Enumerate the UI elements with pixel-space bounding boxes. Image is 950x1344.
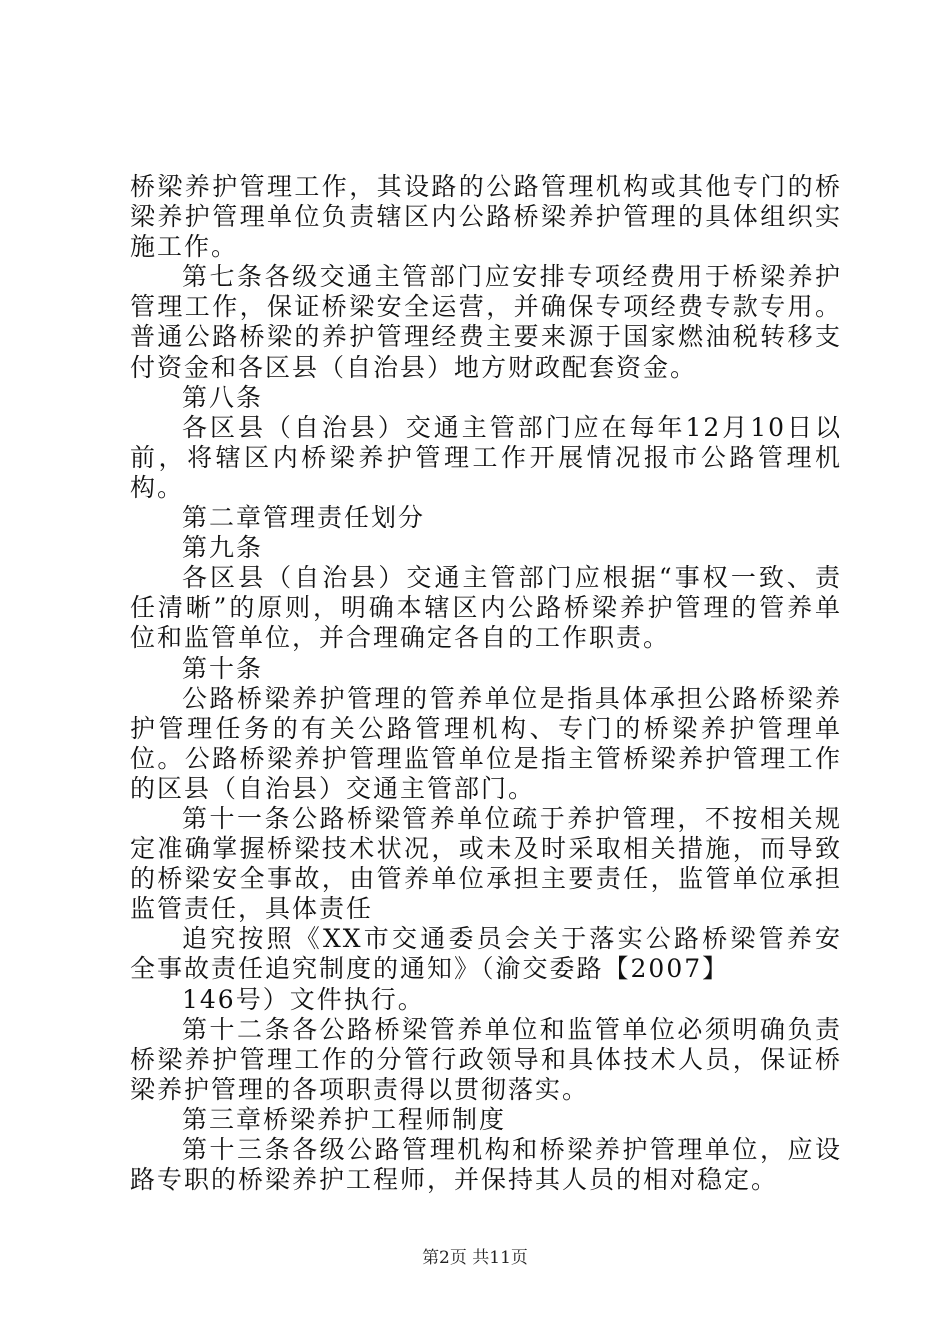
article-10-heading: 第十条 bbox=[182, 653, 264, 683]
paragraph-continuation: 桥梁养护管理工作，其设路的公路管理机构或其他专门的桥梁养护管理单位负责辖区内公路桥梁养护管理的具体组织实施工作。 bbox=[130, 172, 842, 262]
article-7: 第七条各级交通主管部门应安排专项经费用于桥梁养护管理工作，保证桥梁安全运营，并确保专项经费专款专用。普通公路桥梁的养护管理经费主要来源于国家燃油税转移支付资金和各区县（自治县）地方财政配套资金。 bbox=[130, 262, 842, 382]
article-11-document-number: 146号）文件执行。 bbox=[182, 984, 425, 1014]
article-10-body: 公路桥梁养护管理的管养单位是指具体承担公路桥梁养护管理任务的有关公路管理机构、专门的桥梁养护管理单位。公路桥梁养护管理监管单位是指主管桥梁养护管理工作的区县（自治县）交通主管部门。 bbox=[130, 683, 842, 803]
article-8-heading: 第八条 bbox=[182, 382, 264, 412]
article-12: 第十二条各公路桥梁管养单位和监管单位必须明确负责桥梁养护管理工作的分管行政领导和具体技术人员，保证桥梁养护管理的各项职责得以贯彻落实。 bbox=[130, 1014, 842, 1104]
article-8-body: 各区县（自治县）交通主管部门应在每年12月10日以前，将辖区内桥梁养护管理工作开展情况报市公路管理机构。 bbox=[130, 412, 842, 502]
article-9-heading: 第九条 bbox=[182, 533, 264, 563]
page-number-footer: 第2页 共11页 bbox=[422, 1248, 528, 1268]
document-body bbox=[130, 172, 842, 1195]
article-11-continuation: 追究按照《XX市交通委员会关于落实公路桥梁管养安全事故责任追究制度的通知》（渝交委路【2007】 bbox=[130, 924, 842, 984]
chapter-2-heading: 第二章管理责任划分 bbox=[182, 503, 426, 533]
article-9-body: 各区县（自治县）交通主管部门应根据“事权一致、责任清晰”的原则，明确本辖区内公路桥梁养护管理的管养单位和监管单位，并合理确定各自的工作职责。 bbox=[130, 563, 842, 653]
article-11: 第十一条公路桥梁管养单位疏于养护管理，不按相关规定准确掌握桥梁技术状况，或未及时采取相关措施，而导致的桥梁安全事故，由管养单位承担主要责任，监管单位承担监管责任，具体责任 bbox=[130, 803, 842, 924]
article-13: 第十三条各级公路管理机构和桥梁养护管理单位，应设路专职的桥梁养护工程师，并保持其人员的相对稳定。 bbox=[130, 1135, 842, 1195]
chapter-3-heading: 第三章桥梁养护工程师制度 bbox=[182, 1104, 507, 1134]
